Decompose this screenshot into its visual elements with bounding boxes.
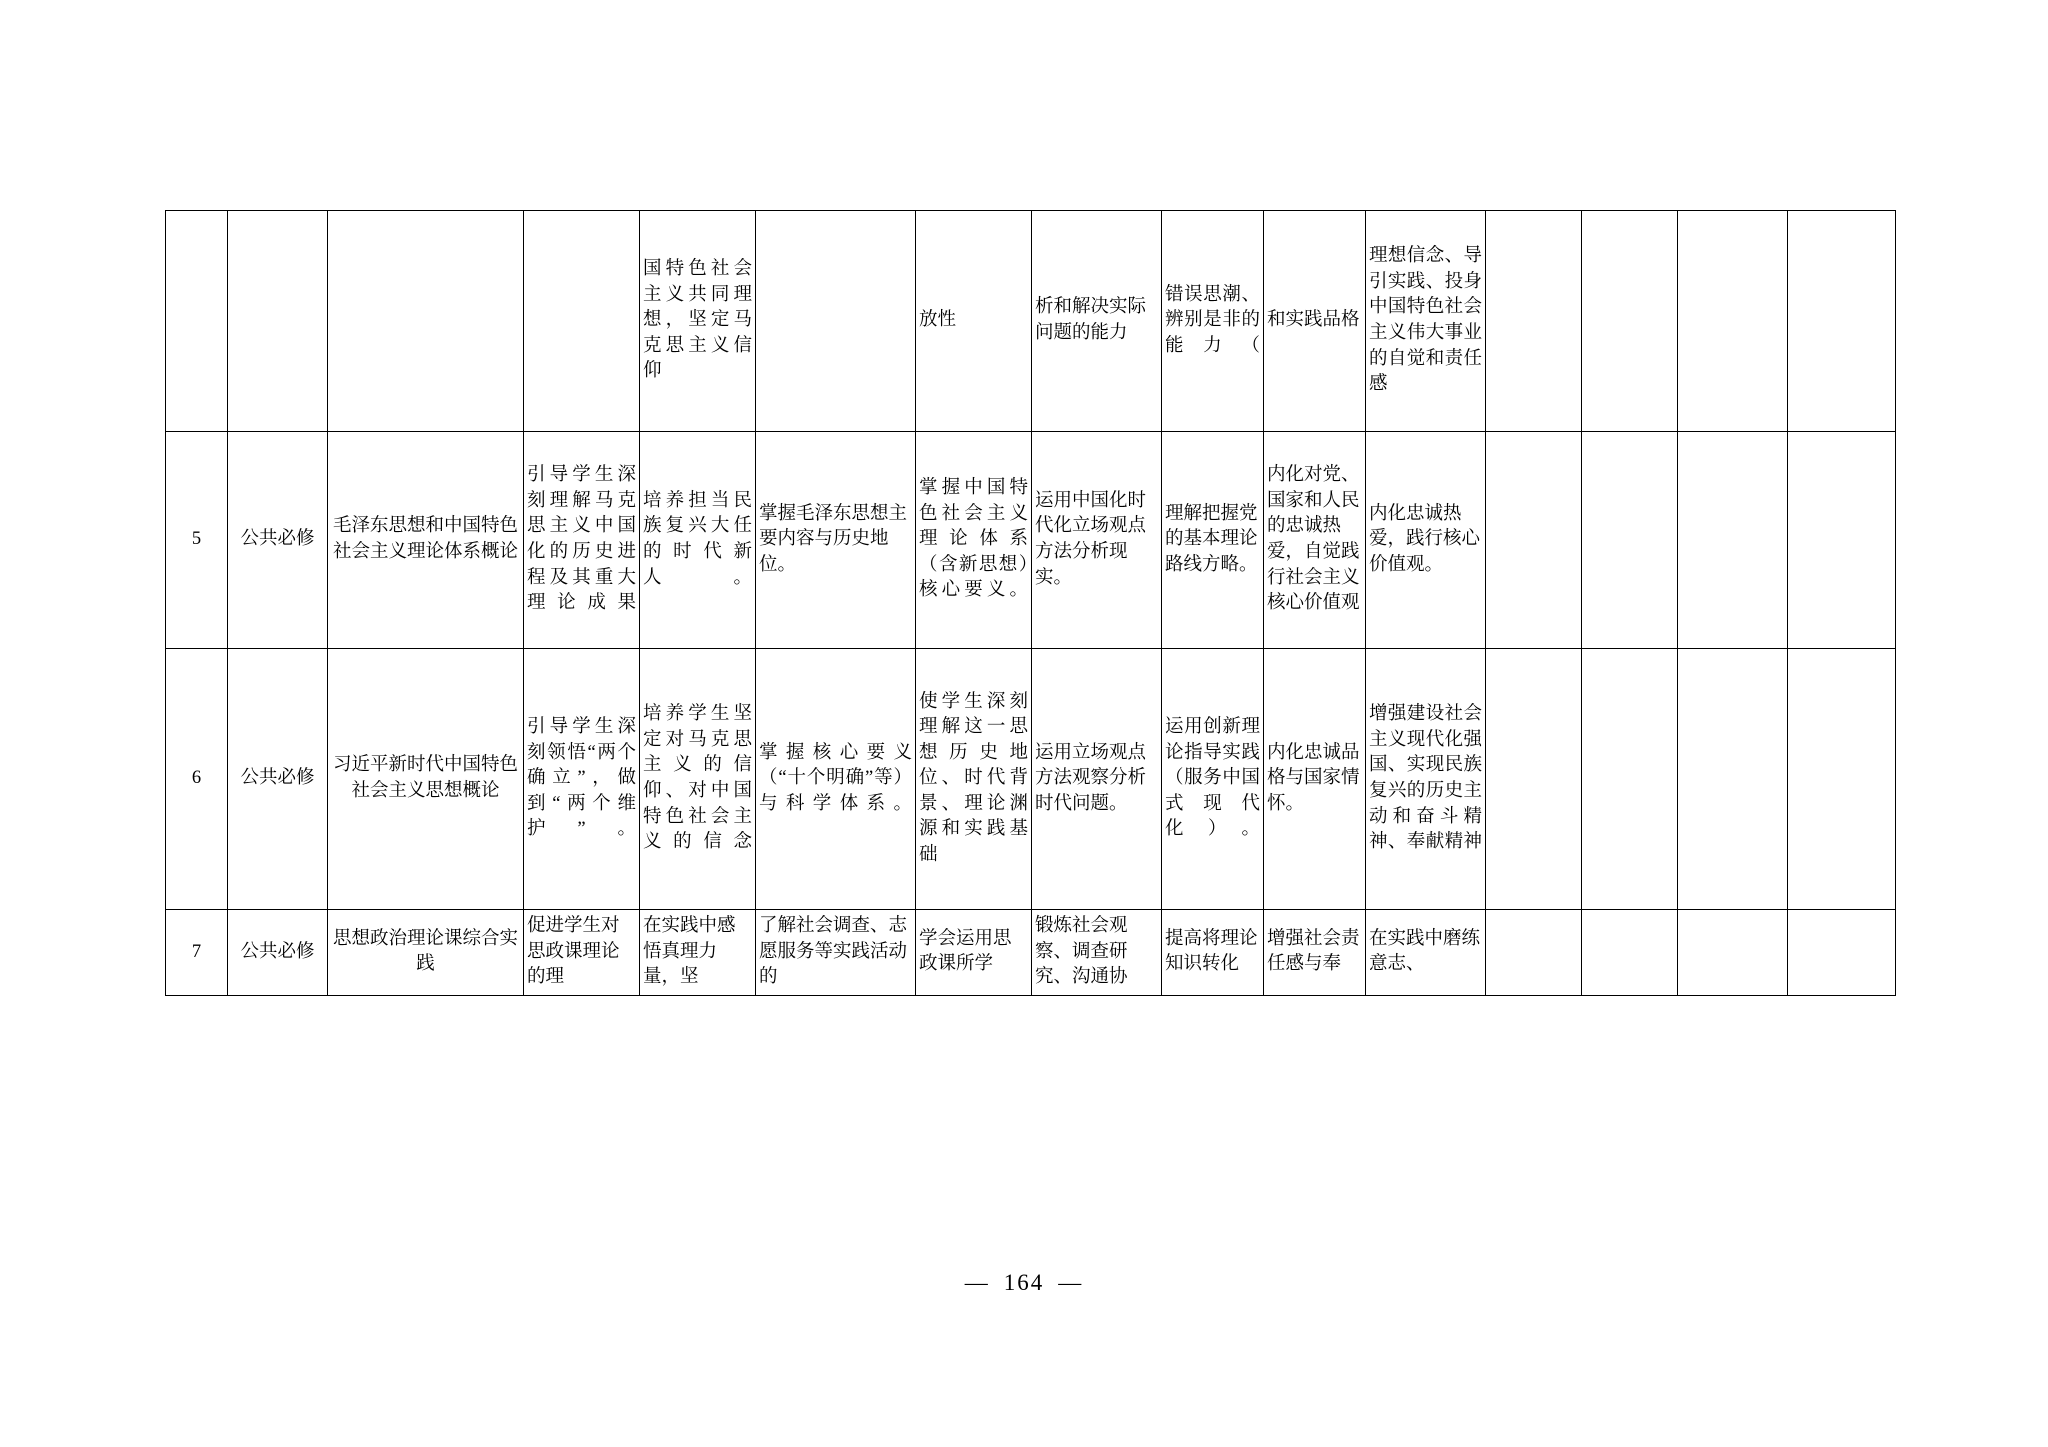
cell-goal-8: 内化忠诚热爱，践行核心价值观。 [1366, 432, 1486, 649]
table-row [166, 649, 1896, 910]
table-row [166, 432, 1896, 649]
cell-goal-5: 运用中国化时代化立场观点方法分析现实。 [1032, 432, 1162, 649]
cell-category: 公共必修 [228, 649, 328, 910]
curriculum-table [165, 210, 1896, 996]
cell-goal-1: 引导学生深刻理解马克思主义中国化的历史进程及其重大理论成果 [524, 432, 640, 649]
cell-goal-5: 锻炼社会观察、调查研究、沟通协 [1032, 910, 1162, 996]
cell-goal-2: 国特色社会主义共同理想，坚定马克思主义信仰 [640, 211, 756, 432]
cell-blank-3 [1678, 910, 1788, 996]
page-number: 164 [1003, 1270, 1045, 1295]
cell-blank-2 [1582, 211, 1678, 432]
cell-course [328, 211, 524, 432]
cell-no: 6 [166, 649, 228, 910]
cell-blank-1 [1486, 910, 1582, 996]
cell-goal-6: 提高将理论知识转化 [1162, 910, 1264, 996]
cell-blank-1 [1486, 649, 1582, 910]
cell-goal-1 [524, 211, 640, 432]
cell-blank-3 [1678, 432, 1788, 649]
cell-blank-4 [1788, 649, 1896, 910]
cell-blank-3 [1678, 211, 1788, 432]
cell-category [228, 211, 328, 432]
cell-blank-4 [1788, 910, 1896, 996]
cell-goal-6: 运用创新理论指导实践（服务中国式现代化）。 [1162, 649, 1264, 910]
cell-goal-1: 引导学生深刻领悟“两个确立”，做到“两个维护”。 [524, 649, 640, 910]
cell-goal-6: 理解把握党的基本理论路线方略。 [1162, 432, 1264, 649]
cell-no: 7 [166, 910, 228, 996]
cell-no [166, 211, 228, 432]
cell-no: 5 [166, 432, 228, 649]
cell-goal-8: 理想信念、导引实践、投身中国特色社会主义伟大事业的自觉和责任感 [1366, 211, 1486, 432]
cell-course: 习近平新时代中国特色社会主义思想概论 [328, 649, 524, 910]
cell-goal-1: 促进学生对思政课理论的理 [524, 910, 640, 996]
cell-blank-1 [1486, 432, 1582, 649]
cell-course: 毛泽东思想和中国特色社会主义理论体系概论 [328, 432, 524, 649]
cell-blank-2 [1582, 649, 1678, 910]
cell-goal-5: 运用立场观点方法观察分析时代问题。 [1032, 649, 1162, 910]
cell-course: 思想政治理论课综合实践 [328, 910, 524, 996]
cell-category: 公共必修 [228, 432, 328, 649]
table-row [166, 910, 1896, 996]
cell-category: 公共必修 [228, 910, 328, 996]
cell-goal-4: 学会运用思政课所学 [916, 910, 1032, 996]
cell-blank-4 [1788, 432, 1896, 649]
cell-goal-3: 掌握核心要义（“十个明确”等）与科学体系。 [756, 649, 916, 910]
cell-goal-4: 放性 [916, 211, 1032, 432]
cell-blank-1 [1486, 211, 1582, 432]
cell-goal-6: 错误思潮、辨别是非的能力（ [1162, 211, 1264, 432]
cell-goal-2: 培养担当民族复兴大任的时代新人。 [640, 432, 756, 649]
cell-goal-5: 析和解决实际问题的能力 [1032, 211, 1162, 432]
cell-goal-4: 使学生深刻理解这一思想历史地位、时代背景、理论渊源和实践基础 [916, 649, 1032, 910]
cell-goal-7: 和实践品格 [1264, 211, 1366, 432]
page-footer [0, 1270, 2048, 1296]
table-row [166, 211, 1896, 432]
page-number-dash-right: — [1058, 1270, 1084, 1295]
cell-goal-3: 了解社会调查、志愿服务等实践活动的 [756, 910, 916, 996]
cell-goal-7: 内化忠诚品格与国家情怀。 [1264, 649, 1366, 910]
cell-goal-3: 掌握毛泽东思想主要内容与历史地位。 [756, 432, 916, 649]
curriculum-table-wrapper [165, 210, 1895, 996]
cell-goal-7: 增强社会责任感与奉 [1264, 910, 1366, 996]
cell-blank-3 [1678, 649, 1788, 910]
cell-goal-4: 掌握中国特色社会主义理论体系（含新思想）核心要义。 [916, 432, 1032, 649]
cell-goal-8: 增强建设社会主义现代化强国、实现民族复兴的历史主动和奋斗精神、奉献精神 [1366, 649, 1486, 910]
cell-goal-8: 在实践中磨练意志、 [1366, 910, 1486, 996]
cell-blank-2 [1582, 910, 1678, 996]
cell-goal-7: 内化对党、国家和人民的忠诚热爱，自觉践行社会主义核心价值观 [1264, 432, 1366, 649]
cell-blank-2 [1582, 432, 1678, 649]
cell-goal-3 [756, 211, 916, 432]
cell-blank-4 [1788, 211, 1896, 432]
cell-goal-2: 培养学生坚定对马克思主义的信仰、对中国特色社会主义的信念 [640, 649, 756, 910]
page-number-dash-left: — [964, 1270, 990, 1295]
cell-goal-2: 在实践中感悟真理力量，坚 [640, 910, 756, 996]
